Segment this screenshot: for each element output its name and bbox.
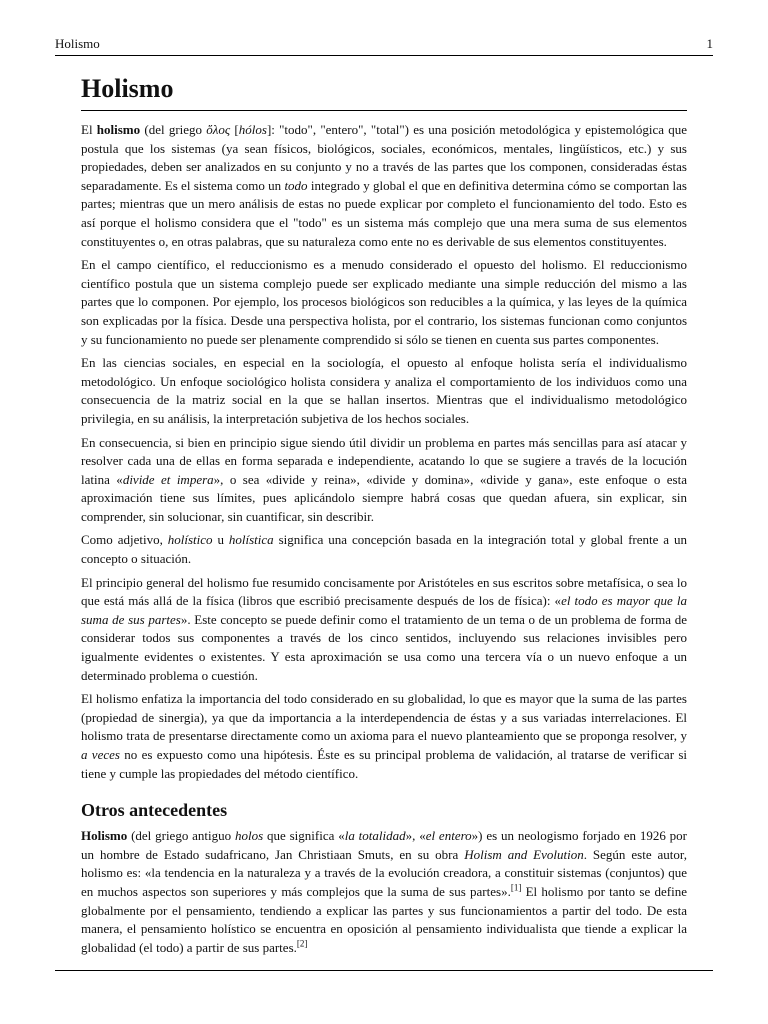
latin-phrase: divide et impera: [122, 471, 214, 487]
paragraph-1: El holismo (del griego ὅλος [hólos]: "todo", "entero", "total") es una posición metodológica y epistemológica que postula que los sistemas (ya sean físicos, biológicos, sociales, económicos, mentales, lingüísticos, etc.) y sus propiedades, deben ser analizados en su conjunto y no a través de las partes que los componen, consideradas éstas separadamente. Es el sistema como un todo integrado y global el que en definitiva determina cómo se comportan las partes; mientras que un mero análisis de estas no puede explicar por completo el funcionamiento del todo. Esto es así porque el holismo considera que el "todo" es un sistema más complejo que una mera suma de sus elementos constituyentes o, en otras palabras, que su naturaleza como ente no es derivable de sus elementos constituyentes.: [81, 122, 687, 249]
page-number: 1: [706, 36, 713, 51]
reference-1[interactable]: [1]: [510, 882, 522, 893]
aristotle-quote: el todo es mayor que la suma de sus partes: [81, 593, 688, 627]
paragraph-5: Como adjetivo, holístico u holística significa una concepción basada en la integración total y global frente a un concepto o situación.: [81, 532, 687, 567]
page-title: Holismo: [81, 72, 687, 111]
paragraph-6: El principio general del holismo fue resumido concisamente por Aristóteles en sus escritos sobre metafísica, o sea lo que está más allá de la física (libros que escribió precisamente después de los de física): «el todo es mayor que la suma de sus partes». Este concepto se puede definir como el tratamiento de un tema o de un problema de forma de considerar todos sus componentes a través de los cinco sentidos, incluyendo sus relaciones invisibles pero igualmente evidentes o existentes. Y esta aproximación se usa como una tercera vía o un nuevo enfoque a un determinado problema o cuestión.: [81, 574, 688, 683]
intro-paragraphs: [81, 121, 687, 783]
paragraph-4: En consecuencia, si bien en principio sigue siendo útil dividir un problema en partes más sencillas para así atacar y resolver cada una de ellas en forma separada e independiente, acatando lo que se sugiere a través de la locución latina «divide et impera», o sea «divide y reina», «divide y domina», «divide y gana», este enfoque o esta aproximación tiene sus límites, pues aplicándolo siempre habrá cosas que quedan afuera, sin explicar, sin comprender, sin solucionar, sin cuantificar, sin describir.: [81, 434, 687, 524]
book-title: Holism and Evolution: [464, 846, 584, 862]
running-title: Holismo: [55, 36, 100, 51]
section-heading: Otros antecedentes: [81, 800, 228, 821]
paragraph-3: En las ciencias sociales, en especial en la sociología, el opuesto al enfoque holista sería el individualismo metodológico. Un enfoque sociológico holista considera y analiza el comportamiento de los individuos como una consecuencia de la matriz social en la que se hallan insertos. Mientras que el individualismo metodológico privilegia, en su análisis, la interpretación subjetiva de los hechos sociales.: [81, 355, 687, 426]
footer-divider: [55, 970, 713, 971]
term-holismo: holismo: [96, 122, 141, 137]
section-paragraph: Holismo (del griego antiguo holos que significa «la totalidad», «el entero») es un neologismo forjado en 1926 por un hombre de Estado sudafricano, Jan Christiaan Smuts, en su obra Holism and Evolution. Según este autor, holismo es: «la tendencia en la naturaleza y a través de la evolución creadora, a constituir sistemas (conjuntos) que en muchos aspectos son superiores y más complejos que la suma de sus partes».[1] El holismo por tanto se define globalmente por el pensamiento, tendiendo a explicar las partes y sus funcionamientos a partir del todo. De esta manera, el pensamiento holístico se encuentra en oposición al pensamiento individualista que tiende a explicar la globalidad (el todo) a partir de sus partes.[2]: [81, 828, 687, 955]
reference-2[interactable]: [2]: [296, 938, 308, 949]
paragraph-2: En el campo científico, el reduccionismo es a menudo considerado el opuesto del holismo. El reduccionismo científico postula que un sistema complejo puede ser explicado mediante una simple reducción del mismo a las partes que lo componen. Por ejemplo, los procesos biológicos son reducibles a la química, y las leyes de la química son explicadas por la física. Desde una perspectiva holista, por el contrario, los sistemas funcionan como conjuntos y su funcionamiento no puede ser plenamente comprendido si sólo se tienen en cuenta sus partes componentes.: [81, 257, 687, 347]
paragraph-7: El holismo enfatiza la importancia del todo considerado en su globalidad, lo que es mayor que la suma de las partes (propiedad de sinergia), ya que da importancia a la interdependencia de éstas y a sus variadas interrelaciones. El holismo trata de presentarse directamente como un axioma para el nuevo planteamiento que se proponga resolver, y a veces no es expuesto como una hipótesis. Éste es su principal problema de validación, al tratarse de verificar si tiene y cumple las propiedades del método científico.: [81, 691, 687, 781]
greek-word: ὅλος: [206, 122, 231, 137]
header-divider: [55, 55, 713, 56]
transliteration: hólos: [238, 122, 267, 137]
article-body: [81, 72, 687, 962]
